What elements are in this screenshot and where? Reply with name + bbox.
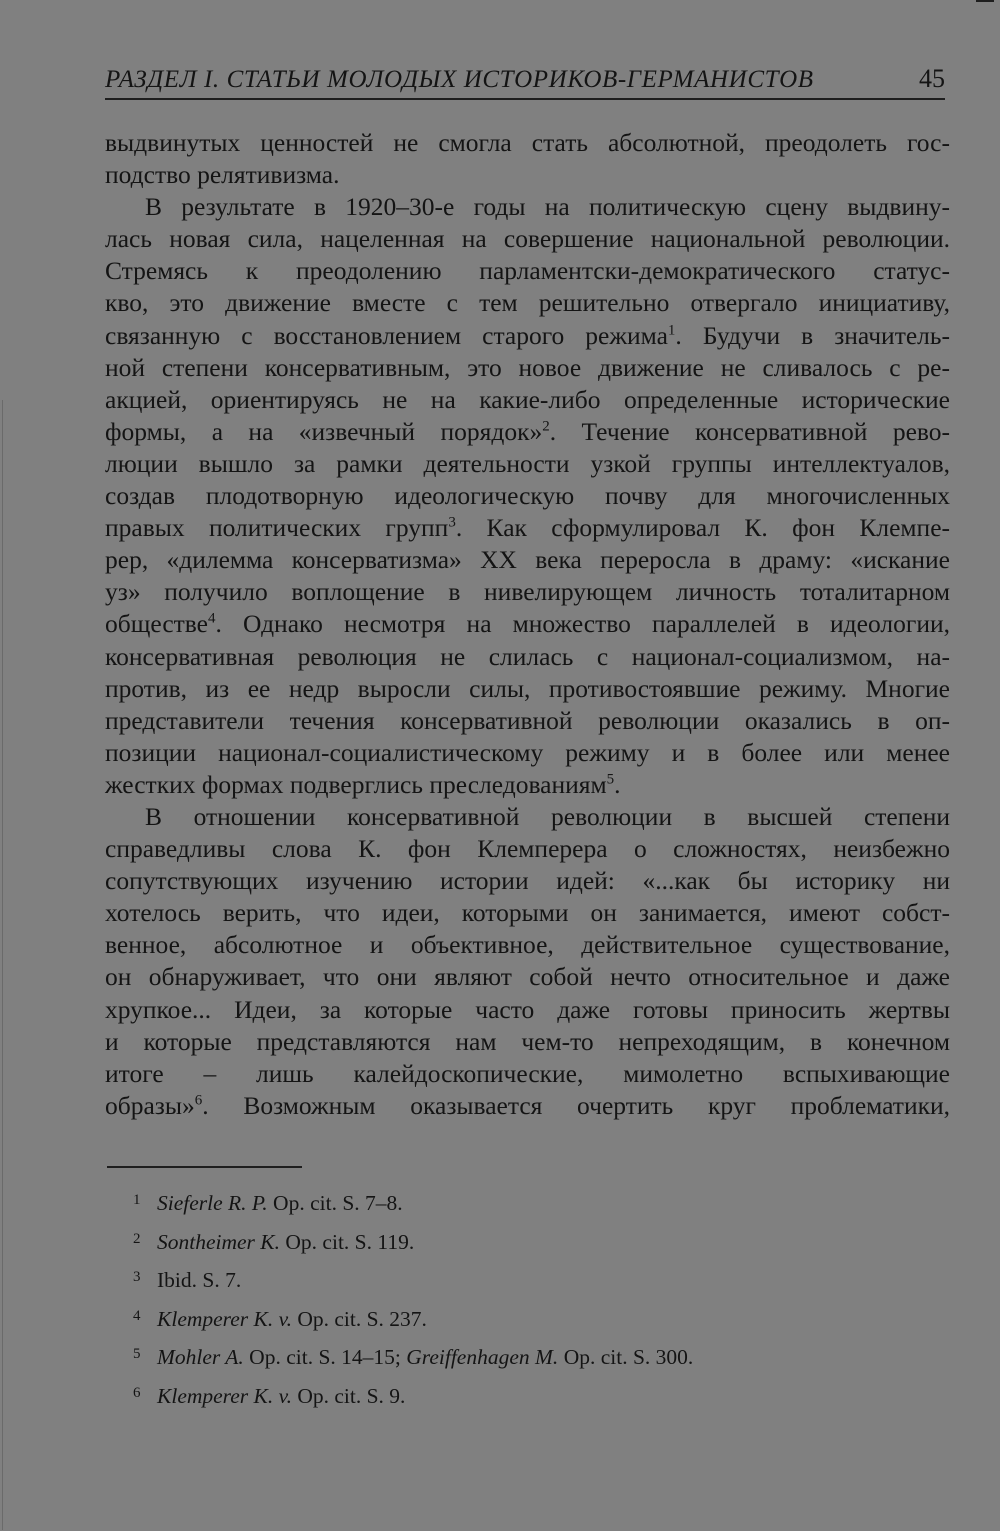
text-line: консервативная революция не слилась с национал-социализмом, на- xyxy=(105,641,950,671)
text-line: подство релятивизма. xyxy=(105,160,340,190)
text-line: кво, это движение вместе с тем решительно отвергало инициативу, xyxy=(105,288,950,318)
paragraph-start-line: В отношении консервативной революции в высшей степени xyxy=(145,801,950,831)
text-line: рер, «дилемма консерватизма» XX века переросла в драму: «искание xyxy=(105,545,950,575)
footnote-ref[interactable]: 3 xyxy=(448,514,456,531)
text-line: связанную с восстановлением старого режима$^1$. Будучи в значитель- xyxy=(105,320,951,350)
footnote: 4 Klemperer K. v. Op. cit. S. 237. xyxy=(133,1306,427,1331)
footnote-author: Klemperer K. v. xyxy=(157,1306,292,1331)
footnote: 6 Klemperer K. v. Op. cit. S. 9. xyxy=(133,1383,406,1408)
footnote: 1 Sieferle R. P. Op. cit. S. 7–8. xyxy=(133,1191,403,1215)
text-line: хрупкое... Идеи, за которые часто даже готовы приносить жертвы xyxy=(105,994,950,1024)
footnote-reference: Op. cit. S. 237. xyxy=(291,1306,427,1331)
scan-edge-line xyxy=(2,400,3,1530)
running-title: РАЗДЕЛ I. СТАТЬИ МОЛОДЫХ ИСТОРИКОВ-ГЕРМАНИСТОВ xyxy=(105,66,814,93)
paragraph-start-line: В результате в 1920–30-е годы на политическую сцену выдвину- xyxy=(145,192,950,222)
text-line: Стремясь к преодолению парламентски-демократического статус- xyxy=(105,256,950,286)
footnote-author: Greiffenhagen M. xyxy=(406,1345,559,1369)
footnote: 3 Ibid. S. 7. xyxy=(133,1268,242,1292)
text-line: позиции национал-социалистическому режиму и в более или менее xyxy=(105,737,950,767)
footnote-reference: Ibid. S. 7. xyxy=(157,1268,242,1292)
footnote-author: Klemperer K. v. xyxy=(157,1383,292,1408)
text-line: правых политических групп$^3$. Как сформулировал К. фон Клемпе- xyxy=(105,513,951,543)
page-number: 45 xyxy=(919,64,945,93)
footnote-separator xyxy=(107,1166,302,1168)
text-line: формы, а на «извечный порядок»$^2$. Течение консервативной рево- xyxy=(105,416,950,446)
text-line: он обнаруживает, что они являют собой нечто относительное и даже xyxy=(105,962,950,992)
footnote-author: Sontheimer K. xyxy=(157,1229,281,1254)
footnote: 2 Sontheimer K. Op. cit. S. 119. xyxy=(133,1229,415,1254)
text-line: люции вышло за рамки деятельности узкой группы интеллектуалов, xyxy=(105,448,950,478)
text-line: сопутствующих изучению истории идей: «...как бы историку ни xyxy=(105,866,950,896)
footnote-author: Mohler A. xyxy=(157,1345,244,1369)
text-line: ной степени консервативным, это новое движение не сливалось с ре- xyxy=(105,352,950,382)
footnote-ref[interactable]: 4 xyxy=(207,610,216,627)
footnote: 5 Mohler A. Op. cit. S. 14–15; Greiffenhagen M. Op. cit. S. 300. xyxy=(133,1345,694,1369)
text-line: против, из ее недр выросли силы, противостоявшие режиму. Многие xyxy=(105,673,950,703)
text-line: уз» получило воплощение в нивелирующем личность тоталитарном xyxy=(105,577,950,607)
footnote-ref[interactable]: 2 xyxy=(542,418,550,435)
text-line: обществе$^4$. Однако несмотря на множество параллелей в идеологии, xyxy=(105,609,950,639)
footnote-ref[interactable]: 6 xyxy=(194,1092,203,1109)
running-header xyxy=(105,62,945,100)
footnote-ref[interactable]: 1 xyxy=(667,322,676,339)
footnote-reference: Op. cit. S. 119. xyxy=(280,1229,415,1254)
text-line: жестких формах подверглись преследованиям$^5$. xyxy=(105,769,621,799)
body-text xyxy=(105,127,950,1122)
text-line: создав плодотворную идеологическую почву для многочисленных xyxy=(105,481,950,511)
footnote-author: Sieferle R. P. xyxy=(157,1191,268,1215)
footnote-ref[interactable]: 5 xyxy=(606,771,615,788)
footnote-reference: Op. cit. S. 9. xyxy=(291,1383,406,1408)
text-line: итоге – лишь калейдоскопические, мимолетно вспыхивающие xyxy=(105,1058,950,1088)
text-line: представители течения консервативной революции оказались в оп- xyxy=(105,705,950,735)
footnote-reference: Op. cit. S. 14–15; xyxy=(243,1345,407,1369)
footnote-reference: Op. cit. S. 300. xyxy=(558,1345,694,1369)
text-line: выдвинутых ценностей не смогла стать абсолютной, преодолеть гос- xyxy=(105,128,950,157)
text-line: хотелось верить, что идеи, которыми он занимается, имеют собст- xyxy=(105,898,950,928)
text-line: лась новая сила, нацеленная на совершение национальной революции. xyxy=(105,224,950,254)
text-line: и которые представляются нам чем-то непреходящим, в конечном xyxy=(105,1026,950,1056)
text-line: образы»$^6$. Возможным оказывается очертить круг проблематики, xyxy=(105,1090,950,1120)
footnote-reference: Op. cit. S. 7–8. xyxy=(267,1191,403,1215)
text-line: справедливы слова К. фон Клемперера о сложностях, неизбежно xyxy=(105,834,950,864)
text-line: венное, абсолютное и объективное, действительное существование, xyxy=(105,930,950,960)
text-line: акцией, ориентируясь не на какие-либо определенные исторические xyxy=(105,384,950,414)
scan-artifact-mark xyxy=(976,0,994,2)
footnotes xyxy=(133,1184,953,1415)
